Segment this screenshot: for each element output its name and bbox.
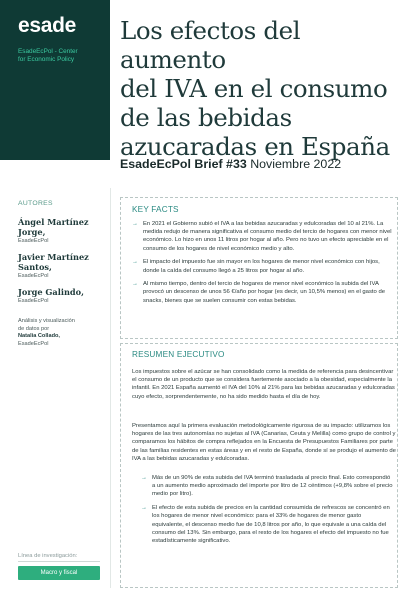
key-facts-heading: KEY FACTS (132, 205, 179, 214)
analysis-name: Natalia Collado, (18, 333, 60, 340)
key-fact-text: Al mismo tiempo, dentro del tercio de hogares de menor nivel económico la subida del IVA provocó un descenso de unos 56 €/año por hogar (es decir, un 10,5% menos) en el gasto de snacks, bienes que se suelen consumir con estas bebidas. (143, 281, 386, 304)
analysis-credit (18, 318, 100, 348)
authors-sidebar (18, 200, 100, 348)
analysis-line2: de datos por (18, 325, 50, 332)
author-org: EsadeEcPol (18, 238, 49, 244)
authors-heading: AUTORES (18, 200, 53, 207)
summary-paragraph-2: Presentamos aquí la primera evaluación metodológicamente rigurosa de su impacto: utilizamos los hogares de las tres autonomías no sujetas al IVA (Canarias, Ceuta y Melilla) como grupo de control y comparamos los hábitos de compra reflejados en la Encuesta de Presupuestos Familiares por parte de las familias residentes en estas áreas y en el resto de España, donde sí se produjo el aumento de IVA a las bebidas azucaradas y edulcoradas. (132, 423, 396, 462)
content-divider (110, 188, 111, 588)
author-name-line2: Jorge, (18, 227, 46, 237)
brief-series: EsadeEcPol Brief #33 (120, 157, 247, 171)
key-fact-text: El impacto del impuesto fue sin mayor en los hogares de menor nivel económico con hijos, donde la caída del consumo llegó a 25 litros por hogar al año. (143, 259, 380, 274)
list-item (132, 280, 394, 305)
author-name-line1: Javier Martínez (18, 252, 89, 262)
center-name (18, 48, 110, 64)
key-facts-list (132, 220, 394, 310)
analysis-line1: Análisis y visualización (18, 318, 75, 324)
author-entry (18, 287, 100, 304)
title-line3: de las bebidas (120, 103, 292, 132)
center-name-line1: EsadeEcPol - Center (18, 48, 78, 55)
author-entry (18, 217, 100, 244)
list-item (141, 504, 393, 545)
title-panel (110, 0, 410, 160)
title-line2: del IVA en el consumo (120, 74, 388, 103)
author-name (18, 217, 100, 237)
author-org: EsadeEcPol (18, 298, 49, 304)
author-name-line1: Jorge Galindo, (18, 287, 84, 297)
arrow-right-icon: → (132, 281, 138, 288)
arrow-right-icon: → (132, 221, 138, 227)
summary-paragraph-1: Los impuestos sobre el azúcar se han consolidado como la medida de referencia para desincentivar el consumo de un producto que se considera fuertemente asociado a la obesidad, especialmente la infantil. En 2021 España aumentó el IVA del 10% al 21% para las bebidas azucaradas y edulcoradas cuyo efecto, sorprendentemente, no ha sido medido hasta el día de hoy. (132, 369, 395, 400)
research-line-label: Línea de investigación: (18, 553, 78, 559)
list-item (132, 258, 394, 274)
brand-panel (0, 0, 110, 160)
key-fact-text: En 2021 el Gobierno subió el IVA a las bebidas azucaradas y edulcoradas del 10 al 21%. La medida redujo de manera significativa el consumo medio del tercio de hogares con menor nivel económico. Lo hizo en unos 11 litros por hogar al año. Pero no tuvo un efecto apreciable en el consumo de los hogares de nivel económico medio y alto. (143, 221, 392, 252)
arrow-right-icon: → (141, 475, 147, 481)
analysis-org: EsadeEcPol (18, 340, 49, 347)
list-item (141, 474, 393, 499)
executive-summary-heading: RESUMEN EJECUTIVO (132, 350, 225, 359)
executive-summary-box (120, 343, 398, 588)
summary-item-text: Más de un 90% de esta subida del IVA terminó trasladada al precio final. Esto correspondió a un aumento medio aproximado del importe por litro de 12 céntimos (+9,8% sobre el precio medio por litro). (152, 475, 393, 498)
list-item (132, 220, 394, 253)
summary-item-text: El efecto de esta subida de precios en la cantidad consumida de refrescos se concentró en los hogares de menor nivel económico: para el 33% de hogares de menor gasto equivalente, el descenso medio fue de 10,8 litros por año, lo que equivale a una caída del consumo del 13%. Sin embargo, para el resto de los hogares el efecto del impuesto no fue estadísticamente significativo. (152, 505, 390, 544)
esade-logo: esade (18, 14, 77, 37)
author-org: EsadeEcPol (18, 273, 49, 279)
center-name-line2: for Economic Policy (18, 56, 75, 63)
summary-list (141, 474, 393, 551)
title-line4: azucaradas en España (120, 132, 390, 161)
research-divider (18, 561, 100, 562)
arrow-right-icon: → (132, 259, 138, 266)
arrow-right-icon: → (141, 505, 147, 512)
brief-line (120, 157, 341, 171)
author-name-line1: Ángel Martínez (18, 217, 89, 227)
page-title (120, 16, 396, 161)
author-name (18, 252, 100, 272)
research-line-tag[interactable]: Macro y fiscal (18, 566, 100, 580)
author-name-line2: Santos, (18, 262, 52, 272)
author-name (18, 287, 100, 297)
key-facts-box (120, 197, 398, 339)
title-line1: Los efectos del aumento (120, 16, 301, 74)
author-entry (18, 252, 100, 279)
brief-date: Noviembre 2022 (250, 157, 342, 171)
